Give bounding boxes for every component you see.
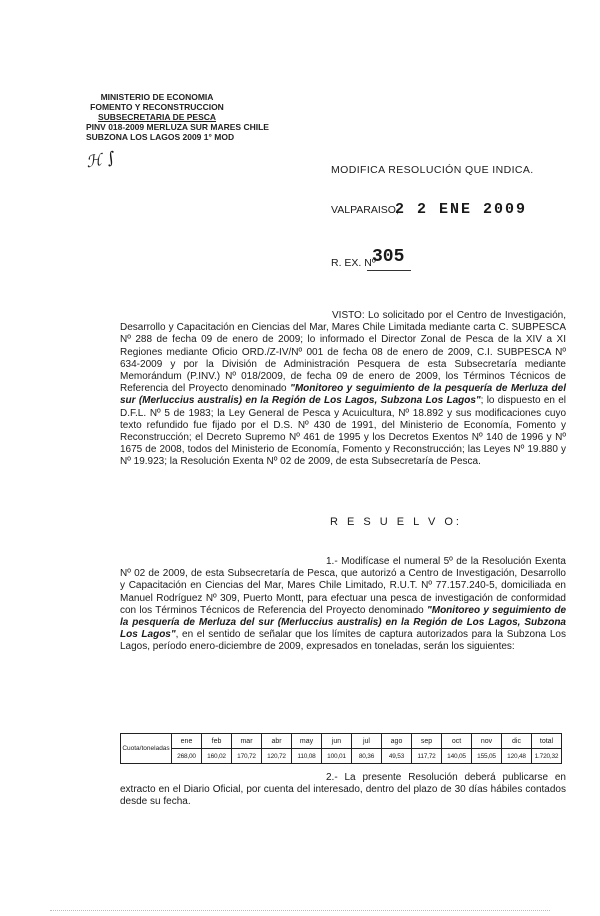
- month-header: ago: [382, 734, 412, 749]
- month-header: abr: [262, 734, 292, 749]
- month-header: nov: [472, 734, 502, 749]
- table-cell: 155,05: [472, 749, 502, 764]
- month-header: total: [532, 734, 562, 749]
- month-header: sep: [412, 734, 442, 749]
- catch-limit-table: [120, 733, 562, 764]
- table-cell: 160,02: [202, 749, 232, 764]
- article-1-lead: 1.- Modifícase el numeral 5º de la Resolución: [326, 556, 532, 567]
- table-values-row: [121, 749, 562, 764]
- article-1: [120, 556, 566, 654]
- month-header: feb: [202, 734, 232, 749]
- stamp-line: PINV 018-2009 MERLUZA SUR MARES CHILE: [86, 122, 269, 132]
- table-cell: 120,48: [502, 749, 532, 764]
- document-subject: MODIFICA RESOLUCIÓN QUE INDICA.: [331, 164, 534, 176]
- article-2-lead: 2.- La presente Resolución deberá publicarse en: [326, 772, 566, 783]
- article-2-text: extracto en el Diario Oficial, por cuenta del interesado, dentro del plazo de 30 días hábiles contados desde su fecha.: [120, 784, 566, 808]
- visto-paragraph: [120, 310, 566, 469]
- month-header: jul: [352, 734, 382, 749]
- article-1-text: Exenta Nº 02 de 2009, de esta Subsecretaría de Pesca, que autorizó a Centro de Investigación, Desarrollo y Capacitación en Ciencias del Mar, Mares Chile Limitado, R.U.T. Nº 77.157.240-5, domiciliada en Manuel Rodríguez Nº 309, Puerto Montt, para efectuar una pesca de investigación de conformidad con los Términos Técnicos de Referencia del Proyecto denominado: [120, 556, 566, 616]
- place-label: VALPARAISO,: [331, 204, 399, 216]
- month-header: mar: [232, 734, 262, 749]
- stamp-line: MINISTERIO DE ECONOMIA: [100, 92, 214, 102]
- month-header: oct: [442, 734, 472, 749]
- stamp-line: SUBSECRETARIA DE PESCA: [97, 112, 217, 122]
- date-stamp: 2 2 ENE 2009: [395, 201, 528, 218]
- ministry-stamp: [86, 92, 269, 142]
- visto-text: Lo solicitado por el Centro de Investigación, Desarrollo y Capacitación en Ciencias del Mar, Mares Chile Limitada mediante carta C. SUBPESCA Nº 288 de fecha 09 de enero de 2009; lo informado el Director Zonal de Pesca de la XIV a XI Regiones mediante Oficio ORD./Z-IV/Nº 001 de fecha 08 de enero de 2009, C.I. SUBPESCA Nº 634-2009 y por la División de Administración Pesquera de esta Subsecretaría mediante Memorándum (P.INV.) Nº 018/2009, de fecha 09 de enero de 2009, los Términos Técnicos de Referencia del Proyecto denominado: [120, 310, 566, 395]
- resolution-number-underline: [367, 270, 411, 271]
- table-cell: 268,00: [172, 749, 202, 764]
- table-cell: 120,72: [262, 749, 292, 764]
- table-cell: 117,72: [412, 749, 442, 764]
- table-cell: 100,01: [322, 749, 352, 764]
- table-cell: 140,05: [442, 749, 472, 764]
- table-cell: 1.720,32: [532, 749, 562, 764]
- stamp-line: SUBZONA LOS LAGOS 2009 1° MOD: [86, 132, 235, 142]
- visto-lead: VISTO:: [332, 310, 365, 321]
- table-cell: 80,36: [352, 749, 382, 764]
- table-row-label: Cuota/toneladas: [121, 734, 172, 764]
- month-header: may: [292, 734, 322, 749]
- resuelvo-heading: R E S U E L V O:: [330, 516, 462, 528]
- month-header: ene: [172, 734, 202, 749]
- visto-text-after: ; lo dispuesto en el D.F.L. Nº 5 de 1983; la Ley General de Pesca y Acuicultura, Nº 18.892 y sus modificaciones cuyo texto refundido fue fijado por el D.S. Nº 430 de 1991, del Ministerio de Economía, Fomento y Reconstrucción; el Decreto Supremo Nº 461 de 1995 y los Decretos Exentos Nº 140 de 1996 y Nº 1675 de 2008, todos del Ministerio de Economía, Fomento y Reconstrucción; las Leyes Nº 19.880 y Nº 19.923; la Resolución Exenta Nº 02 de 2009, de esta Subsecretaría de Pesca.: [120, 395, 566, 468]
- handwritten-initials: ℋ ∫: [84, 147, 117, 172]
- article-1-text-after: , en el sentido de señalar que los límites de captura autorizados para la Subzona Los Lagos, período enero-diciembre de 2009, expresados en toneladas, serán los siguientes:: [120, 629, 566, 653]
- visto-project-title: "Monitoreo y seguimiento de la pesquería de Merluza del sur (Merluccius australis) en la Región de Los Lagos, Subzona Los Lagos": [120, 383, 567, 407]
- table-header-row: [121, 734, 562, 749]
- page-bottom-edge: [50, 910, 550, 911]
- table-cell: 110,08: [292, 749, 322, 764]
- resolution-label: R. EX. Nº: [331, 257, 376, 269]
- table-cell: 170,72: [232, 749, 262, 764]
- stamp-line: FOMENTO Y RECONSTRUCCION: [90, 102, 224, 112]
- resolution-number: 305: [372, 247, 405, 267]
- table-cell: 49,53: [382, 749, 412, 764]
- article-2: [120, 772, 566, 809]
- month-header: dic: [502, 734, 532, 749]
- article-1-project-title: "Monitoreo y seguimiento de la pesquería de Merluza del sur (Merluccius australis) en la Región de Los Lagos, Subzona Los Lagos": [120, 604, 567, 641]
- month-header: jun: [322, 734, 352, 749]
